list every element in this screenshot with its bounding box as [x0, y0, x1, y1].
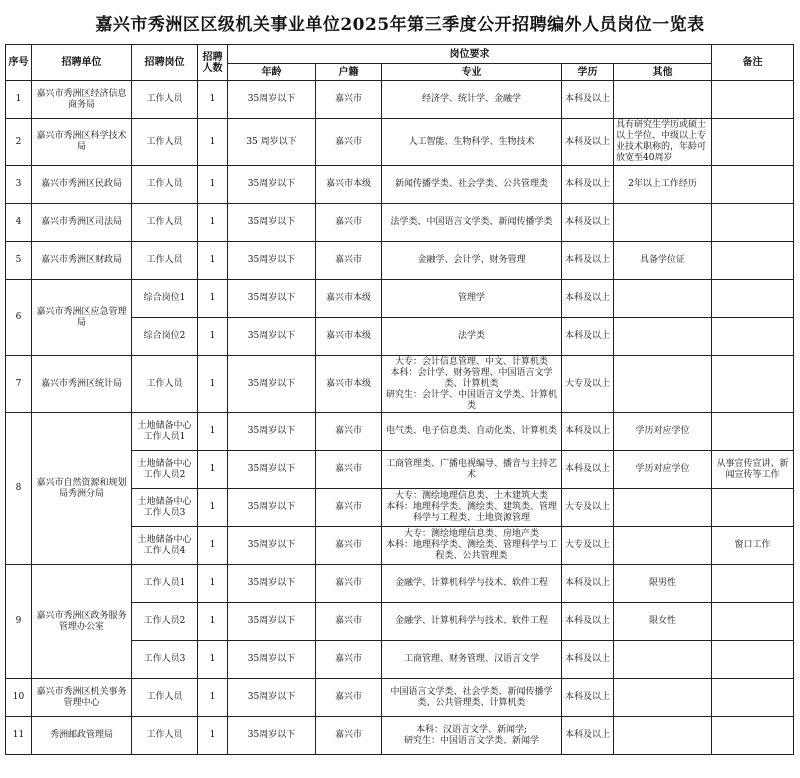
row-education: 本科及以上: [562, 451, 614, 489]
row-hukou: 嘉兴市本级: [316, 318, 382, 356]
row-hukou: 嘉兴市本级: [316, 166, 382, 204]
row-unit: 嘉兴市秀洲区政务服务管理办公室: [32, 565, 132, 679]
row-education: 本科及以上: [562, 413, 614, 451]
row-count: 1: [198, 641, 228, 679]
row-age: 35周岁以下: [228, 717, 316, 755]
row-unit: 嘉兴市秀洲区应急管理局: [32, 280, 132, 356]
row-other: 2年以上工作经历: [614, 166, 712, 204]
row-remarks: [712, 565, 794, 603]
page-title: 嘉兴市秀洲区区级机关事业单位2025年第三季度公开招聘编外人员岗位一览表: [95, 15, 705, 35]
row-unit: 嘉兴市秀洲区科学技术局: [32, 119, 132, 166]
row-education: 本科及以上: [562, 565, 614, 603]
row-position: 工作人员: [132, 679, 198, 717]
row-major: 中国语言文学类、社会学类、新闻传播学类、公共管理类、计算机类: [382, 679, 562, 717]
table-row: [6, 679, 794, 717]
header-age: 年龄: [228, 64, 316, 81]
row-age: 35周岁以下: [228, 166, 316, 204]
row-hukou: 嘉兴市: [316, 641, 382, 679]
header-hukou: 户籍: [316, 64, 382, 81]
row-other: [614, 489, 712, 527]
row-major: 经济学、统计学、金融学: [382, 81, 562, 119]
row-other: [614, 641, 712, 679]
row-position: 工作人员: [132, 119, 198, 166]
row-other: [614, 527, 712, 565]
row-age: 35周岁以下: [228, 204, 316, 242]
row-count: 1: [198, 166, 228, 204]
row-count: 1: [198, 679, 228, 717]
row-education: 本科及以上: [562, 603, 614, 641]
row-age: 35周岁以下: [228, 242, 316, 280]
row-major: 本科：汉语言文学、新闻学; 研究生：中国语言文学类、新闻学: [382, 717, 562, 755]
row-position: 综合岗位2: [132, 318, 198, 356]
row-hukou: 嘉兴市本级: [316, 280, 382, 318]
row-hukou: 嘉兴市: [316, 413, 382, 451]
row-unit: 嘉兴市秀洲区机关事务管理中心: [32, 679, 132, 717]
row-education: 大专及以上: [562, 356, 614, 413]
row-age: 35周岁以下: [228, 356, 316, 413]
row-age: 35周岁以下: [228, 679, 316, 717]
row-position: 工作人员1: [132, 565, 198, 603]
row-position: 土地储备中心工作人员3: [132, 489, 198, 527]
row-remarks: [712, 166, 794, 204]
row-age: 35周岁以下: [228, 489, 316, 527]
row-index: 6: [6, 280, 32, 356]
row-hukou: 嘉兴市: [316, 242, 382, 280]
row-age: 35周岁以下: [228, 81, 316, 119]
row-position: 工作人员3: [132, 641, 198, 679]
row-age: 35周岁以下: [228, 527, 316, 565]
row-count: 1: [198, 280, 228, 318]
header-position: 招聘岗位: [132, 45, 198, 81]
row-count: 1: [198, 527, 228, 565]
row-remarks: [712, 119, 794, 166]
row-position: 工作人员: [132, 356, 198, 413]
row-hukou: 嘉兴市: [316, 603, 382, 641]
row-other: [614, 318, 712, 356]
row-remarks: [712, 242, 794, 280]
table-row: [6, 242, 794, 280]
row-remarks: [712, 489, 794, 527]
row-other: [614, 356, 712, 413]
row-unit: 嘉兴市秀洲区民政局: [32, 166, 132, 204]
table-row: [6, 413, 794, 451]
row-age: 35周岁以下: [228, 603, 316, 641]
row-major: 大专：测绘地理信息类、房地产类 本科：地理科学类、测绘类、管理科学与工程类、公共管理类: [382, 527, 562, 565]
header-major: 专业: [382, 64, 562, 81]
row-hukou: 嘉兴市: [316, 119, 382, 166]
row-index: 3: [6, 166, 32, 204]
row-age: 35周岁以下: [228, 565, 316, 603]
row-education: 大专及以上: [562, 489, 614, 527]
header-count: 招聘人数: [198, 45, 228, 81]
row-position: 综合岗位1: [132, 280, 198, 318]
row-remarks: [712, 679, 794, 717]
row-count: 1: [198, 318, 228, 356]
row-position: 工作人员2: [132, 603, 198, 641]
row-hukou: 嘉兴市: [316, 527, 382, 565]
row-other: 具备学位证: [614, 242, 712, 280]
row-remarks: [712, 356, 794, 413]
row-other: 限男性: [614, 565, 712, 603]
header-remarks: 备注: [712, 45, 794, 81]
row-age: 35周岁以下: [228, 280, 316, 318]
row-index: 4: [6, 204, 32, 242]
row-remarks: [712, 717, 794, 755]
row-remarks: 从事宣传宣讲、新闻宣传等工作: [712, 451, 794, 489]
table-row: [6, 356, 794, 413]
row-education: 本科及以上: [562, 280, 614, 318]
row-position: 工作人员: [132, 242, 198, 280]
row-unit: 嘉兴市秀洲区经济信息商务局: [32, 81, 132, 119]
row-count: 1: [198, 603, 228, 641]
row-hukou: 嘉兴市: [316, 717, 382, 755]
row-education: 本科及以上: [562, 679, 614, 717]
row-other: [614, 717, 712, 755]
header-other: 其他: [614, 64, 712, 81]
row-major: 金融学、会计学、财务管理: [382, 242, 562, 280]
row-age: 35 周岁以下: [228, 119, 316, 166]
row-major: 大专：会计信息管理、中文、计算机类 本科：会计学、财务管理、中国语言文学类、计算机类 研究生：会计学、中国语言文学类、计算机类: [382, 356, 562, 413]
table-row: [6, 81, 794, 119]
header-unit: 招聘单位: [32, 45, 132, 81]
row-remarks: [712, 204, 794, 242]
row-other: [614, 204, 712, 242]
row-unit: 秀洲邮政管理局: [32, 717, 132, 755]
row-hukou: 嘉兴市: [316, 204, 382, 242]
row-education: 本科及以上: [562, 166, 614, 204]
row-other: [614, 679, 712, 717]
row-education: 本科及以上: [562, 81, 614, 119]
row-position: 土地储备中心工作人员2: [132, 451, 198, 489]
row-hukou: 嘉兴市: [316, 679, 382, 717]
row-other: 学历对应学位: [614, 413, 712, 451]
row-remarks: [712, 641, 794, 679]
row-index: 5: [6, 242, 32, 280]
row-position: 工作人员: [132, 717, 198, 755]
row-education: 本科及以上: [562, 242, 614, 280]
row-remarks: [712, 413, 794, 451]
row-hukou: 嘉兴市: [316, 81, 382, 119]
header-index: 序号: [6, 45, 32, 81]
row-index: 10: [6, 679, 32, 717]
row-position: 土地储备中心工作人员4: [132, 527, 198, 565]
row-index: 11: [6, 717, 32, 755]
positions-table: [5, 44, 794, 755]
row-position: 工作人员: [132, 166, 198, 204]
row-hukou: 嘉兴市本级: [316, 356, 382, 413]
table-row: [6, 280, 794, 318]
row-age: 35周岁以下: [228, 451, 316, 489]
table-row: [6, 119, 794, 166]
row-count: 1: [198, 489, 228, 527]
row-remarks: [712, 603, 794, 641]
row-unit: 嘉兴市秀洲区司法局: [32, 204, 132, 242]
row-other: 具有研究生学历或硕士以上学位、中级以上专业技术职称的，年龄可放宽至40周岁: [614, 119, 712, 166]
row-major: 电气类、电子信息类、自动化类、计算机类: [382, 413, 562, 451]
row-hukou: 嘉兴市: [316, 489, 382, 527]
row-education: 本科及以上: [562, 641, 614, 679]
row-unit: 嘉兴市秀洲区统计局: [32, 356, 132, 413]
row-other: 限女性: [614, 603, 712, 641]
table-row: [6, 204, 794, 242]
header-education: 学历: [562, 64, 614, 81]
row-education: 大专及以上: [562, 527, 614, 565]
row-position: 工作人员: [132, 81, 198, 119]
row-count: 1: [198, 717, 228, 755]
header-requirements: 岗位要求: [228, 45, 712, 64]
row-major: 法学类、中国语言文学类、新闻传播学类: [382, 204, 562, 242]
row-count: 1: [198, 81, 228, 119]
row-education: 本科及以上: [562, 318, 614, 356]
row-age: 35周岁以下: [228, 318, 316, 356]
row-index: 1: [6, 81, 32, 119]
row-education: 本科及以上: [562, 717, 614, 755]
row-major: 人工智能、生物科学、生物技术: [382, 119, 562, 166]
row-count: 1: [198, 119, 228, 166]
table-row: [6, 717, 794, 755]
row-major: 新闻传播学类、社会学类、公共管理类: [382, 166, 562, 204]
row-count: 1: [198, 242, 228, 280]
row-count: 1: [198, 451, 228, 489]
row-other: [614, 81, 712, 119]
row-hukou: 嘉兴市: [316, 451, 382, 489]
row-other: 学历对应学位: [614, 451, 712, 489]
row-major: 金融学、计算机科学与技术、软件工程: [382, 565, 562, 603]
row-hukou: 嘉兴市: [316, 565, 382, 603]
row-education: 本科及以上: [562, 119, 614, 166]
row-major: 工商管理类、广播电视编导、播音与主持艺术: [382, 451, 562, 489]
table-row: [6, 565, 794, 603]
row-unit: 嘉兴市自然资源和规划局秀洲分局: [32, 413, 132, 565]
row-index: 7: [6, 356, 32, 413]
row-index: 9: [6, 565, 32, 679]
row-count: 1: [198, 413, 228, 451]
row-unit: 嘉兴市秀洲区财政局: [32, 242, 132, 280]
row-index: 8: [6, 413, 32, 565]
row-major: 管理学: [382, 280, 562, 318]
row-age: 35周岁以下: [228, 641, 316, 679]
row-index: 2: [6, 119, 32, 166]
row-major: 工商管理、财务管理、汉语言文学: [382, 641, 562, 679]
row-remarks: [712, 318, 794, 356]
row-remarks: [712, 81, 794, 119]
row-education: 本科及以上: [562, 204, 614, 242]
row-age: 35周岁以下: [228, 413, 316, 451]
row-remarks: [712, 280, 794, 318]
row-count: 1: [198, 204, 228, 242]
row-major: 大专：测绘地理信息类、土木建筑大类 本科：地理科学类、测绘类、建筑类、管理科学与工程类、土地资源管理: [382, 489, 562, 527]
table-row: [6, 166, 794, 204]
row-count: 1: [198, 565, 228, 603]
row-position: 工作人员: [132, 204, 198, 242]
row-major: 法学类: [382, 318, 562, 356]
row-remarks: 窗口工作: [712, 527, 794, 565]
row-position: 土地储备中心工作人员1: [132, 413, 198, 451]
row-other: [614, 280, 712, 318]
row-count: 1: [198, 356, 228, 413]
row-major: 金融学、计算机科学与技术、软件工程: [382, 603, 562, 641]
